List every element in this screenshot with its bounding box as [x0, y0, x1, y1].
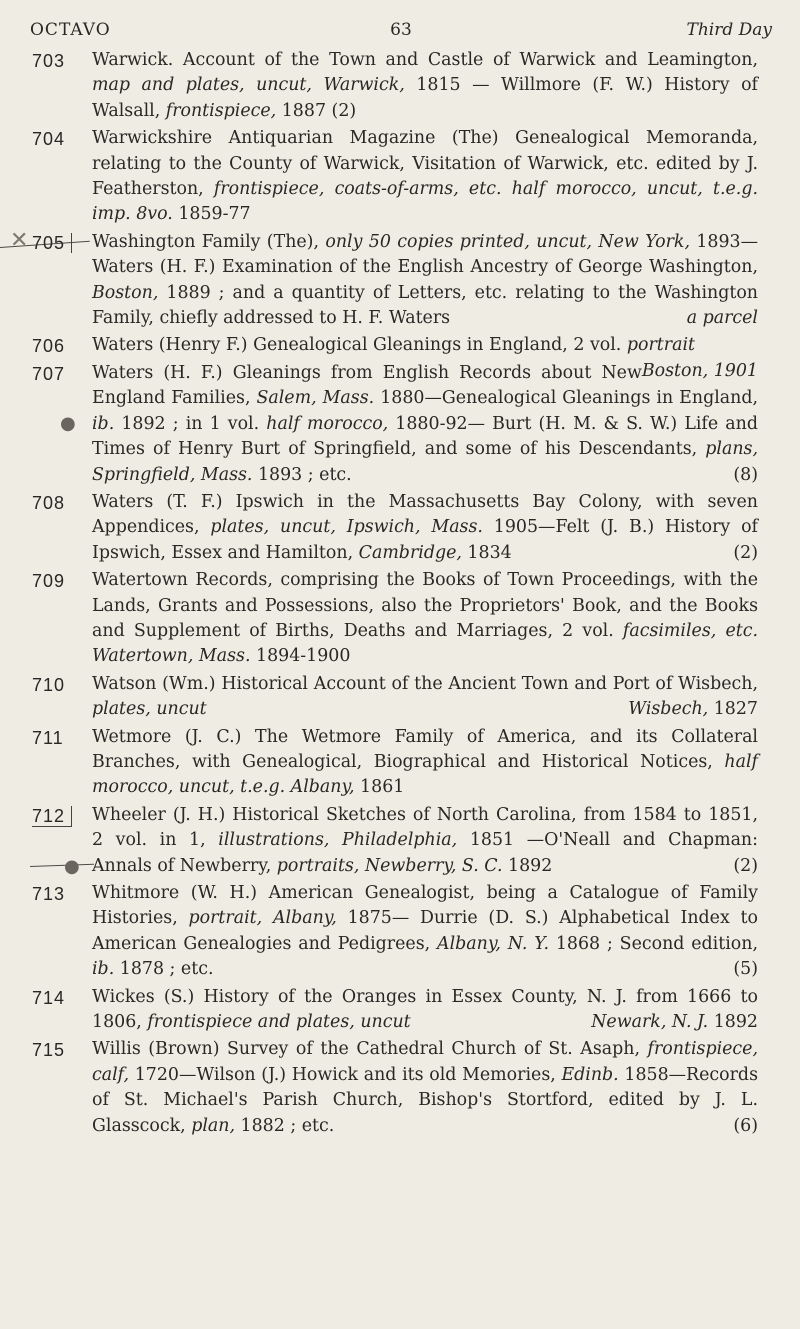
description-italic: map and plates, uncut, Warwick,: [92, 75, 405, 96]
description-text: 1880-92— Burt (H. M. & S. W.) Life and Times of Henry Burt of Springfield, and some of his Descendants,: [92, 413, 758, 460]
description-text: 1893 ; etc.: [252, 464, 352, 485]
description-italic: portraits, Newberry, S. C.: [276, 855, 503, 876]
description-text: 1889 ; and a quantity of Letters, etc. relating to the Washington Family, chiefly addressed to H. F. Waters: [92, 282, 758, 329]
lot-description: [92, 361, 758, 488]
lot-number: 703: [32, 51, 66, 71]
description-text: 1868 ; Second edition,: [548, 933, 758, 954]
description-italic: portrait: [626, 335, 695, 356]
description-text: 1894-1900: [250, 646, 351, 667]
description-italic: Cambridge,: [358, 542, 462, 563]
description-text: 1815 — Willmore (F. W.) History of Walsall,: [92, 75, 758, 121]
description-italic: ib.: [92, 959, 115, 980]
catalogue-entry: [0, 725, 800, 801]
description-text: 1875— Durrie (D. S.) Alphabetical Index to American Genealogies and Pedigrees,: [92, 908, 759, 954]
description-text: 1880—Genealogical Gleanings in England,: [374, 388, 758, 409]
lot-number: 713: [32, 884, 66, 904]
description-italic: only 50 copies printed, uncut, New York,: [325, 231, 690, 252]
catalogue-entry: [0, 126, 800, 228]
description-italic: illustrations, Philadelphia,: [218, 830, 458, 851]
description-text: 1905—Felt (J. B.) History of Ipswich, Essex and Hamilton,: [92, 517, 758, 563]
description-italic: portrait, Albany,: [188, 908, 337, 929]
description-text: 1859-77: [172, 204, 251, 225]
description-italic: frontispiece, calf,: [92, 1039, 758, 1085]
header-format: OCTAVO: [30, 20, 111, 40]
margin-dot-707: ●: [60, 413, 76, 434]
description-text: 1834: [461, 542, 512, 563]
lot-quantity: (6): [733, 1115, 758, 1136]
description-italic: ib.: [92, 413, 115, 434]
lot-quantity: Wisbech, 1827: [628, 699, 758, 720]
lot-description: [92, 126, 758, 228]
description-italic: facsimiles, etc. Watertown, Mass.: [92, 620, 758, 667]
page-header: [30, 20, 772, 50]
catalogue-entry: [0, 1037, 800, 1139]
catalogue-entries: [0, 48, 800, 1141]
description-italic: Edinb.: [561, 1064, 619, 1085]
description-text: Waters (T. F.) Ipswich in the Massachusetts Bay Colony, with seven Appendices,: [92, 491, 758, 538]
description-italic: plates, uncut: [92, 699, 207, 720]
description-text: Watertown Records, comprising the Books of Town Proceedings, with the Lands, Grants and Possessions, also the Proprietors' Book, and the Books and Supplement of Births, Deaths and Marriages, 2 vol.: [92, 570, 758, 641]
lot-number: 710: [32, 674, 66, 695]
catalogue-entry: [0, 672, 800, 723]
lot-description: [92, 490, 758, 566]
description-text: Warwick. Account of the Town and Castle of Warwick and Leamington,: [92, 50, 758, 70]
catalogue-entry: [0, 230, 800, 332]
catalogue-entry: [0, 803, 800, 879]
description-text: 1892 ; in 1 vol.: [114, 413, 267, 434]
description-text: Washington Family (The),: [92, 231, 326, 252]
description-text: 1858—Records of St. Michael's Parish Church, Bishop's Stortford, edited by J. L. Glasscock,: [92, 1064, 758, 1136]
description-italic: half morocco, uncut, t.e.g. Albany,: [92, 751, 758, 798]
catalogue-entry: [0, 568, 800, 670]
lot-description: [92, 672, 758, 723]
description-text: Whitmore (W. H.) American Genealogist, being a Catalogue of Family Histories,: [92, 883, 758, 929]
lot-number: 704: [32, 129, 66, 150]
lot-description: [92, 881, 758, 983]
lot-number: 709: [32, 571, 66, 592]
description-italic: Salem, Mass.: [256, 388, 375, 409]
lot-quantity: (8): [733, 464, 758, 485]
description-text: 1720—Wilson (J.) Howick and its old Memories,: [129, 1064, 562, 1085]
lot-description: [92, 803, 758, 879]
description-text: Wickes (S.) History of the Oranges in Essex County, N. J. from 1666 to 1806,: [92, 986, 758, 1033]
lot-quantity: Newark, N. J. 1892: [591, 1012, 758, 1033]
lot-number: 715: [32, 1040, 66, 1061]
description-italic: Boston,: [92, 282, 159, 303]
lot-number: 707: [32, 363, 66, 384]
description-text: Waters (Henry F.) Genealogical Gleanings in England, 2 vol.: [92, 335, 627, 356]
lot-description: [92, 568, 758, 670]
lot-number: 705: [32, 233, 72, 253]
margin-mark-705: ✕: [10, 228, 29, 253]
lot-quantity: (2): [733, 542, 758, 563]
lot-description: [92, 333, 758, 381]
description-text: 1892: [502, 855, 553, 876]
description-italic: half morocco,: [266, 413, 389, 434]
header-day: Third Day: [686, 20, 772, 40]
description-italic: frontispiece and plates, uncut: [147, 1012, 411, 1033]
lot-number: 711: [32, 727, 64, 748]
lot-quantity: (2): [733, 855, 758, 876]
catalogue-entry: [0, 490, 800, 566]
description-text: Waters (H. F.) Gleanings from English Records about New England Families,: [92, 362, 642, 409]
lot-number: 708: [32, 492, 66, 513]
lot-description: [92, 985, 758, 1036]
description-text: Watson (Wm.) Historical Account of the Ancient Town and Port of Wisbech,: [92, 673, 758, 694]
page-number: 63: [390, 20, 412, 40]
catalogue-entry: [0, 361, 800, 488]
description-text: Wetmore (J. C.) The Wetmore Family of America, and its Collateral Branches, with Genealogical, Biographical and Historical Notices,: [92, 726, 758, 772]
description-text: 1882 ; etc.: [235, 1115, 335, 1136]
description-italic: plates, uncut, Ipswich, Mass.: [210, 517, 483, 538]
lot-description: [92, 725, 758, 801]
description-italic: frontispiece, coats-of-arms, etc. half morocco, uncut, t.e.g. imp. 8vo.: [92, 179, 758, 225]
lot-description: [92, 1037, 758, 1139]
lot-description: [92, 230, 758, 332]
description-text: 1887 (2): [276, 100, 357, 121]
lot-number: 712: [32, 806, 72, 827]
catalogue-entry: [0, 985, 800, 1036]
margin-dot-712: ●: [64, 856, 80, 877]
description-italic: plan,: [191, 1115, 236, 1136]
description-italic: plans, Springfield, Mass.: [92, 439, 758, 485]
description-italic: Albany, N. Y.: [437, 933, 549, 954]
description-text: Willis (Brown) Survey of the Cathedral Church of St. Asaph,: [92, 1039, 648, 1060]
lot-quantity: Boston, 1901: [641, 360, 758, 381]
description-italic: frontispiece,: [165, 100, 277, 121]
description-text: 1851 —O'Neall and Chapman: Annals of Newberry,: [92, 830, 758, 876]
description-text: 1893—Waters (H. F.) Examination of the English Ancestry of George Washington,: [92, 231, 758, 278]
lot-number: 706: [32, 336, 66, 357]
lot-description: [92, 48, 758, 124]
lot-quantity: (5): [733, 959, 758, 980]
lot-number: 714: [32, 987, 66, 1008]
description-text: Wheeler (J. H.) Historical Sketches of North Carolina, from 1584 to 1851, 2 vol. in 1,: [92, 804, 758, 851]
description-text: Warwickshire Antiquarian Magazine (The) Genealogical Memoranda, relating to the County of Warwick, Visitation of Warwick, etc. edited by J. Featherston,: [92, 128, 758, 200]
description-text: 1861: [354, 777, 405, 798]
catalogue-entry: [0, 48, 800, 124]
catalogue-entry: [0, 881, 800, 983]
lot-quantity: a parcel: [686, 308, 758, 329]
description-text: 1878 ; etc.: [114, 959, 214, 980]
